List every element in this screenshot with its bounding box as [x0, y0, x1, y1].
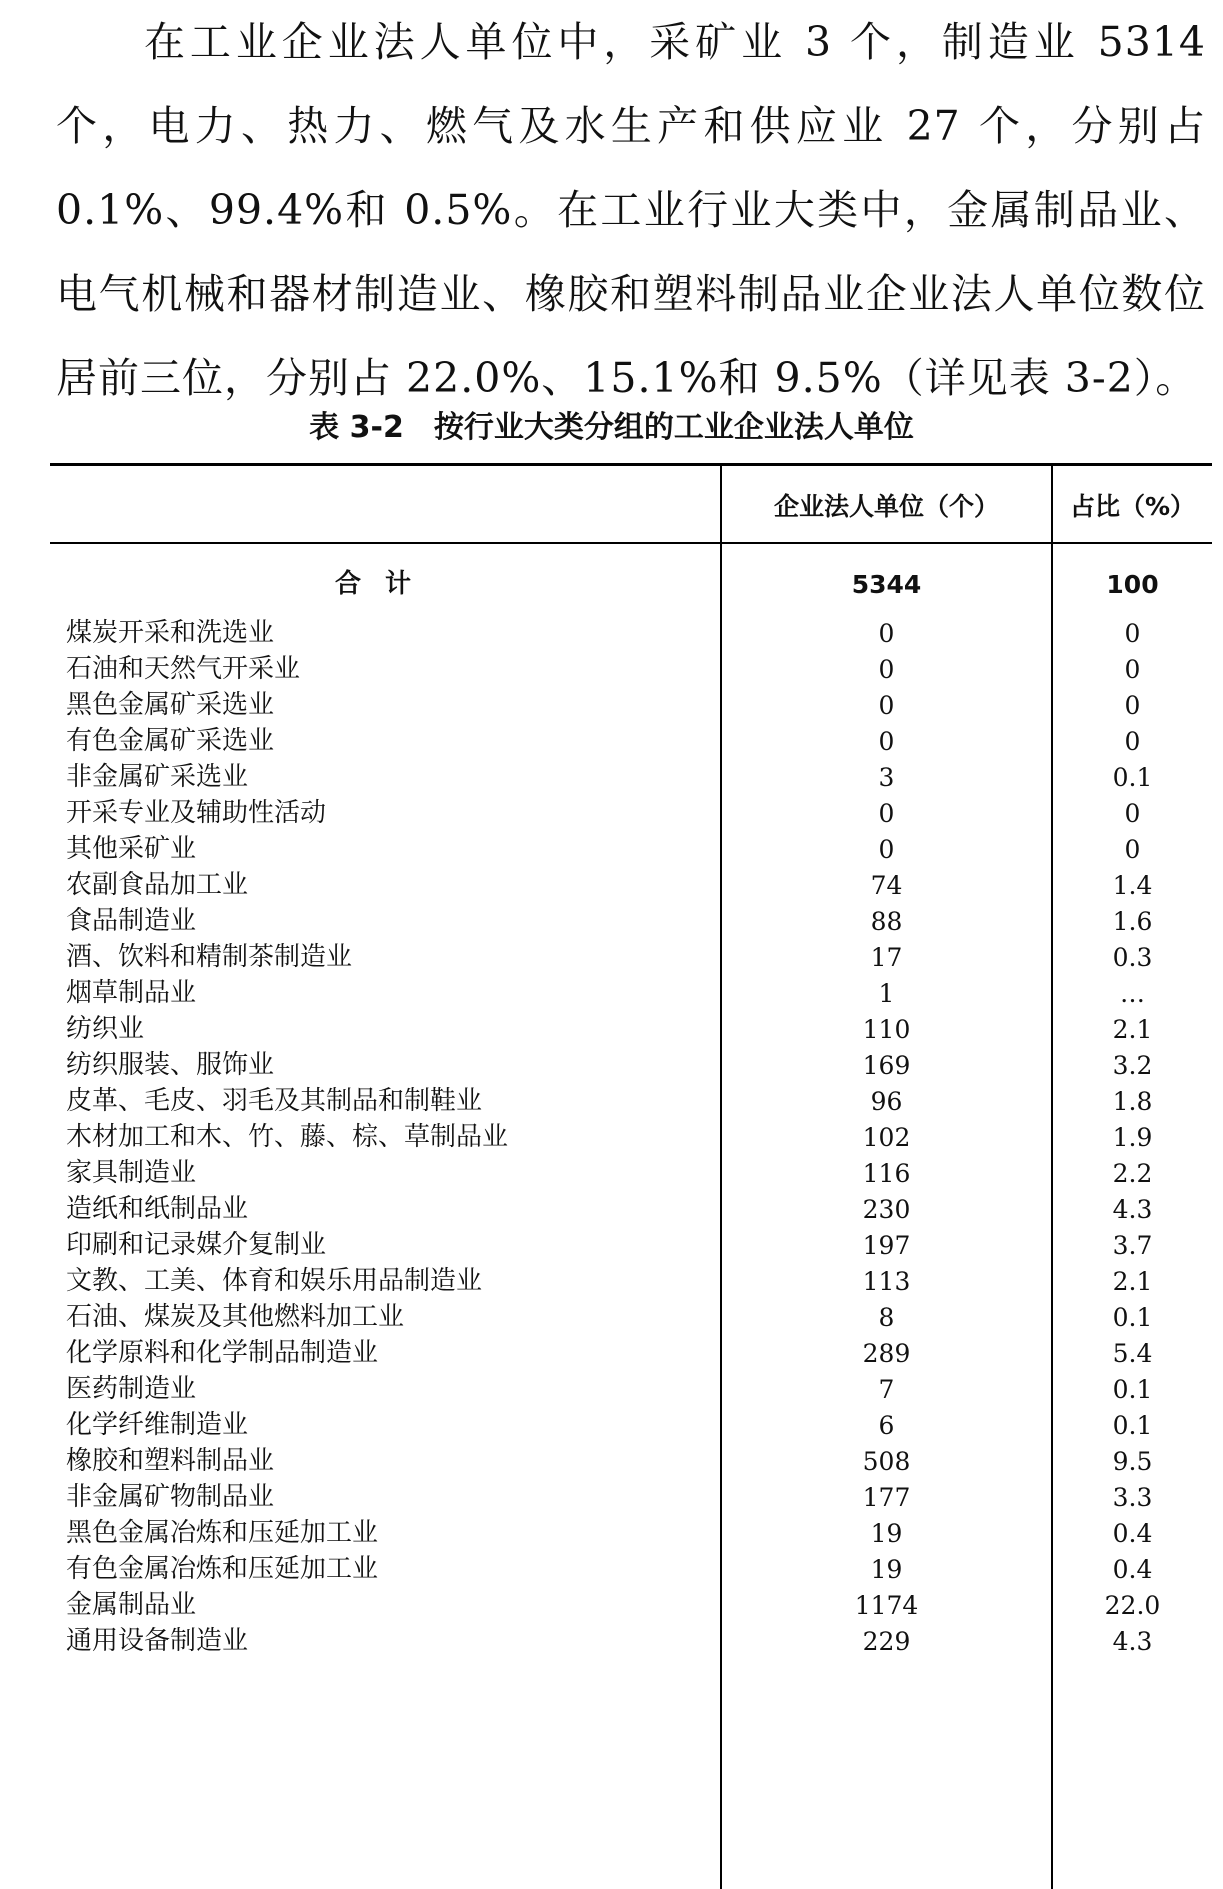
industry-name: 其他采矿业	[66, 834, 197, 864]
unit-count: 197	[862, 1231, 911, 1260]
unit-count: 116	[862, 1159, 911, 1188]
unit-count: 1174	[854, 1591, 919, 1620]
unit-percent: 0.3	[1112, 943, 1153, 972]
industry-name: 石油、煤炭及其他燃料加工业	[66, 1302, 405, 1332]
industry-name: 非金属矿物制品业	[66, 1482, 275, 1512]
unit-count: 88	[870, 907, 903, 936]
industry-name: 纺织业	[66, 1014, 145, 1044]
unit-count: 19	[870, 1519, 903, 1548]
unit-count: 3	[878, 763, 895, 792]
unit-count: 0	[878, 619, 895, 648]
unit-percent: 0	[1124, 799, 1141, 828]
unit-count: 289	[862, 1339, 911, 1368]
industry-name: 食品制造业	[66, 906, 197, 936]
industry-name: 文教、工美、体育和娱乐用品制造业	[66, 1266, 483, 1296]
unit-percent: 22.0	[1104, 1591, 1161, 1620]
unit-percent: …	[1120, 979, 1145, 1008]
industry-name: 有色金属冶炼和压延加工业	[66, 1554, 379, 1584]
unit-percent: 0	[1124, 655, 1141, 684]
unit-percent: 1.8	[1112, 1087, 1153, 1116]
unit-count: 96	[870, 1087, 903, 1116]
industry-name: 烟草制品业	[66, 978, 197, 1008]
unit-percent: 0.4	[1112, 1555, 1153, 1584]
unit-count: 19	[870, 1555, 903, 1584]
industry-name: 印刷和记录媒介复制业	[66, 1230, 327, 1260]
total-label: 合计	[334, 569, 435, 599]
total-percent: 100	[1106, 570, 1159, 599]
unit-percent: 1.6	[1112, 907, 1153, 936]
industry-name: 化学纤维制造业	[66, 1410, 249, 1440]
unit-count: 1	[878, 979, 895, 1008]
industry-name: 金属制品业	[66, 1590, 197, 1620]
unit-count: 229	[862, 1627, 911, 1656]
industry-name: 酒、饮料和精制茶制造业	[66, 942, 353, 972]
unit-count: 102	[862, 1123, 911, 1152]
unit-count: 0	[878, 727, 895, 756]
unit-count: 230	[862, 1195, 911, 1224]
unit-count: 7	[878, 1375, 895, 1404]
industry-name: 黑色金属冶炼和压延加工业	[66, 1518, 379, 1548]
industry-name: 化学原料和化学制品制造业	[66, 1338, 379, 1368]
industry-name: 木材加工和木、竹、藤、棕、草制品业	[66, 1122, 509, 1152]
unit-percent: 3.3	[1112, 1483, 1153, 1512]
industry-name: 医药制造业	[66, 1374, 197, 1404]
unit-percent: 3.7	[1112, 1231, 1153, 1260]
unit-count: 0	[878, 655, 895, 684]
industry-name: 非金属矿采选业	[66, 762, 249, 792]
intro-paragraph: 在工业企业法人单位中，采矿业 3 个，制造业 5314 个，电力、热力、燃气及水生产和供应业 27 个，分别占 0.1%、99.4%和 0.5%。在工业行业大类中，金属制品业、电气机械和器材制造业、橡胶和塑料制品业企业法人单位数位居前三位，分别占 22.0%、15.1%和 9.5%（详见表 3-2）。	[56, 18, 1206, 402]
industry-name: 造纸和纸制品业	[66, 1194, 249, 1224]
table-caption: 表 3-2 按行业大类分组的工业企业法人单位	[309, 410, 914, 445]
unit-percent: 0.4	[1112, 1519, 1153, 1548]
unit-percent: 0	[1124, 691, 1141, 720]
unit-percent: 0	[1124, 727, 1141, 756]
unit-count: 0	[878, 691, 895, 720]
unit-percent: 9.5	[1112, 1447, 1153, 1476]
unit-percent: 4.3	[1112, 1195, 1153, 1224]
header-percent: 占比（%）	[1069, 492, 1196, 521]
unit-count: 110	[862, 1015, 911, 1044]
unit-percent: 0.1	[1112, 1303, 1153, 1332]
unit-percent: 2.1	[1112, 1267, 1153, 1296]
table-header-rule	[50, 542, 1212, 544]
unit-count: 74	[870, 871, 903, 900]
unit-percent: 5.4	[1112, 1339, 1153, 1368]
table-row	[50, 1620, 1212, 1663]
unit-percent: 0	[1124, 619, 1141, 648]
unit-count: 177	[862, 1483, 911, 1512]
industry-name: 农副食品加工业	[66, 870, 249, 900]
unit-count: 17	[870, 943, 903, 972]
industry-name: 煤炭开采和洗选业	[66, 618, 275, 648]
unit-percent: 4.3	[1112, 1627, 1153, 1656]
unit-percent: 0	[1124, 835, 1141, 864]
unit-percent: 3.2	[1112, 1051, 1153, 1080]
unit-percent: 1.4	[1112, 871, 1153, 900]
unit-count: 169	[862, 1051, 911, 1080]
industry-name: 有色金属矿采选业	[66, 726, 275, 756]
unit-count: 6	[878, 1411, 895, 1440]
unit-percent: 1.9	[1112, 1123, 1153, 1152]
unit-percent: 2.2	[1112, 1159, 1153, 1188]
industry-name: 橡胶和塑料制品业	[66, 1446, 275, 1476]
industry-name: 皮革、毛皮、羽毛及其制品和制鞋业	[66, 1086, 483, 1116]
unit-percent: 0.1	[1112, 763, 1153, 792]
unit-percent: 0.1	[1112, 1375, 1153, 1404]
industry-name: 通用设备制造业	[66, 1626, 249, 1656]
unit-count: 8	[878, 1303, 895, 1332]
industry-name: 家具制造业	[66, 1158, 197, 1188]
unit-count: 508	[862, 1447, 911, 1476]
unit-count: 0	[878, 799, 895, 828]
industry-name: 开采专业及辅助性活动	[66, 798, 327, 828]
unit-count: 0	[878, 835, 895, 864]
unit-percent: 2.1	[1112, 1015, 1153, 1044]
header-count: 企业法人单位（个）	[773, 492, 999, 521]
unit-percent: 0.1	[1112, 1411, 1153, 1440]
industry-name: 石油和天然气开采业	[66, 654, 301, 684]
total-row	[50, 563, 1212, 606]
industry-name: 黑色金属矿采选业	[66, 690, 275, 720]
total-count: 5344	[851, 570, 922, 599]
table-top-rule	[50, 463, 1212, 466]
unit-count: 113	[862, 1267, 911, 1296]
industry-name: 纺织服装、服饰业	[66, 1050, 275, 1080]
